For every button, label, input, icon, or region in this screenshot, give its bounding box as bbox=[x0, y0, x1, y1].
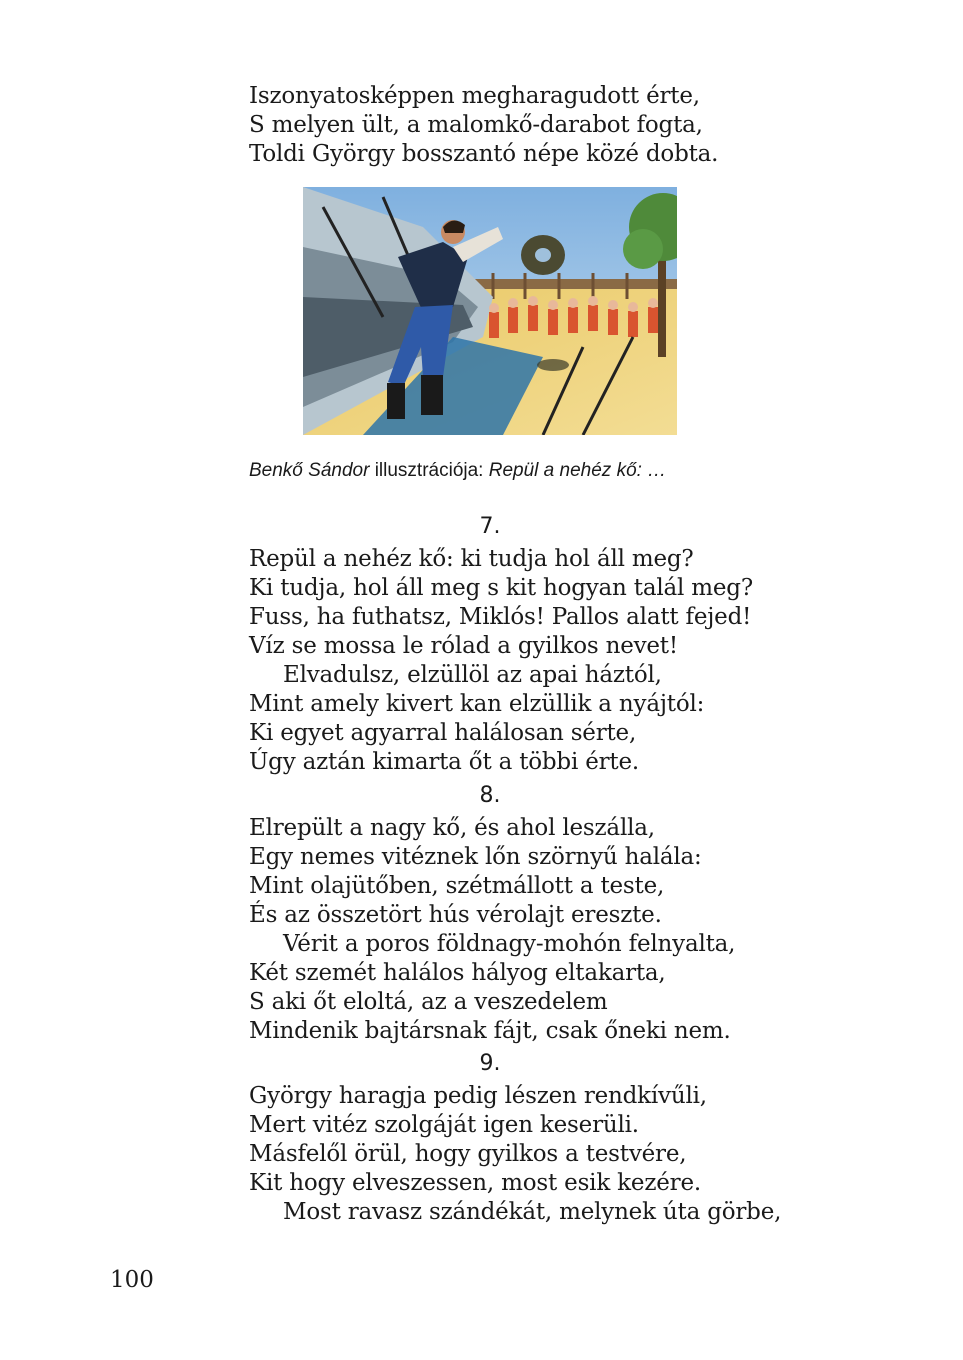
poem-line: Ki tudja, hol áll meg s kit hogyan talál meg? bbox=[249, 575, 753, 601]
illustration bbox=[303, 187, 677, 435]
poem-line: Mindenik bajtársnak fájt, csak őneki nem. bbox=[249, 1018, 731, 1044]
poem-line: Elrepült a nagy kő, és ahol leszálla, bbox=[249, 815, 655, 841]
poem-line: Iszonyatosképpen megharagudott érte, bbox=[249, 83, 700, 109]
poem-line: Ki egyet agyarral halálosan sérte, bbox=[249, 720, 637, 746]
poem-line: Most ravasz szándékát, melynek úta görbe, bbox=[283, 1199, 782, 1225]
poem-line: Mint olajütőben, szétmállott a teste, bbox=[249, 873, 665, 899]
poem-line: Egy nemes vitéznek lőn szörnyű halála: bbox=[249, 844, 702, 870]
poem-line: Víz se mossa le rólad a gyilkos nevet! bbox=[249, 633, 678, 659]
stanza-9 bbox=[249, 1082, 849, 1227]
stanza-number: 7. bbox=[479, 514, 501, 539]
poem-line: Mert vitéz szolgáját igen keserüli. bbox=[249, 1112, 639, 1138]
stanza-number: 8. bbox=[479, 783, 501, 808]
stanza-number: 9. bbox=[479, 1051, 501, 1076]
poem-line: Úgy aztán kimarta őt a többi érte. bbox=[249, 749, 639, 775]
poem-line: Toldi György bosszantó népe közé dobta. bbox=[249, 141, 719, 167]
page-number: 100 bbox=[110, 1267, 154, 1293]
poem-line: S melyen ült, a malomkő-darabot fogta, bbox=[249, 112, 703, 138]
stanza-7 bbox=[249, 545, 849, 777]
caption-title: Repül a nehéz kő: … bbox=[488, 460, 667, 481]
stanza-8 bbox=[249, 814, 849, 1046]
poem-line: Repül a nehéz kő: ki tudja hol áll meg? bbox=[249, 546, 694, 572]
poem-line: Vérit a poros földnagy-mohón felnyalta, bbox=[283, 931, 736, 957]
poem-line: Két szemét halálos hályog eltakarta, bbox=[249, 960, 666, 986]
caption-author: Benkő Sándor bbox=[249, 460, 370, 481]
poem-line: Mint amely kivert kan elzüllik a nyájtól: bbox=[249, 691, 705, 717]
opening-lines bbox=[249, 82, 849, 169]
caption-middle: illusztrációja: bbox=[369, 460, 489, 481]
illustration-caption bbox=[249, 459, 666, 483]
poem-line: Elvadulsz, elzüllöl az apai háztól, bbox=[283, 662, 662, 688]
poem-line: Kit hogy elveszessen, most esik kezére. bbox=[249, 1170, 701, 1196]
poem-line: Másfelől örül, hogy gyilkos a testvére, bbox=[249, 1141, 687, 1167]
poem-line: György haragja pedig lészen rendkívűli, bbox=[249, 1083, 707, 1109]
poem-line: Fuss, ha futhatsz, Miklós! Pallos alatt fejed! bbox=[249, 604, 752, 630]
poem-line: És az összetört hús vérolajt ereszte. bbox=[249, 902, 662, 928]
poem-line: S aki őt eloltá, az a veszedelem bbox=[249, 989, 608, 1015]
